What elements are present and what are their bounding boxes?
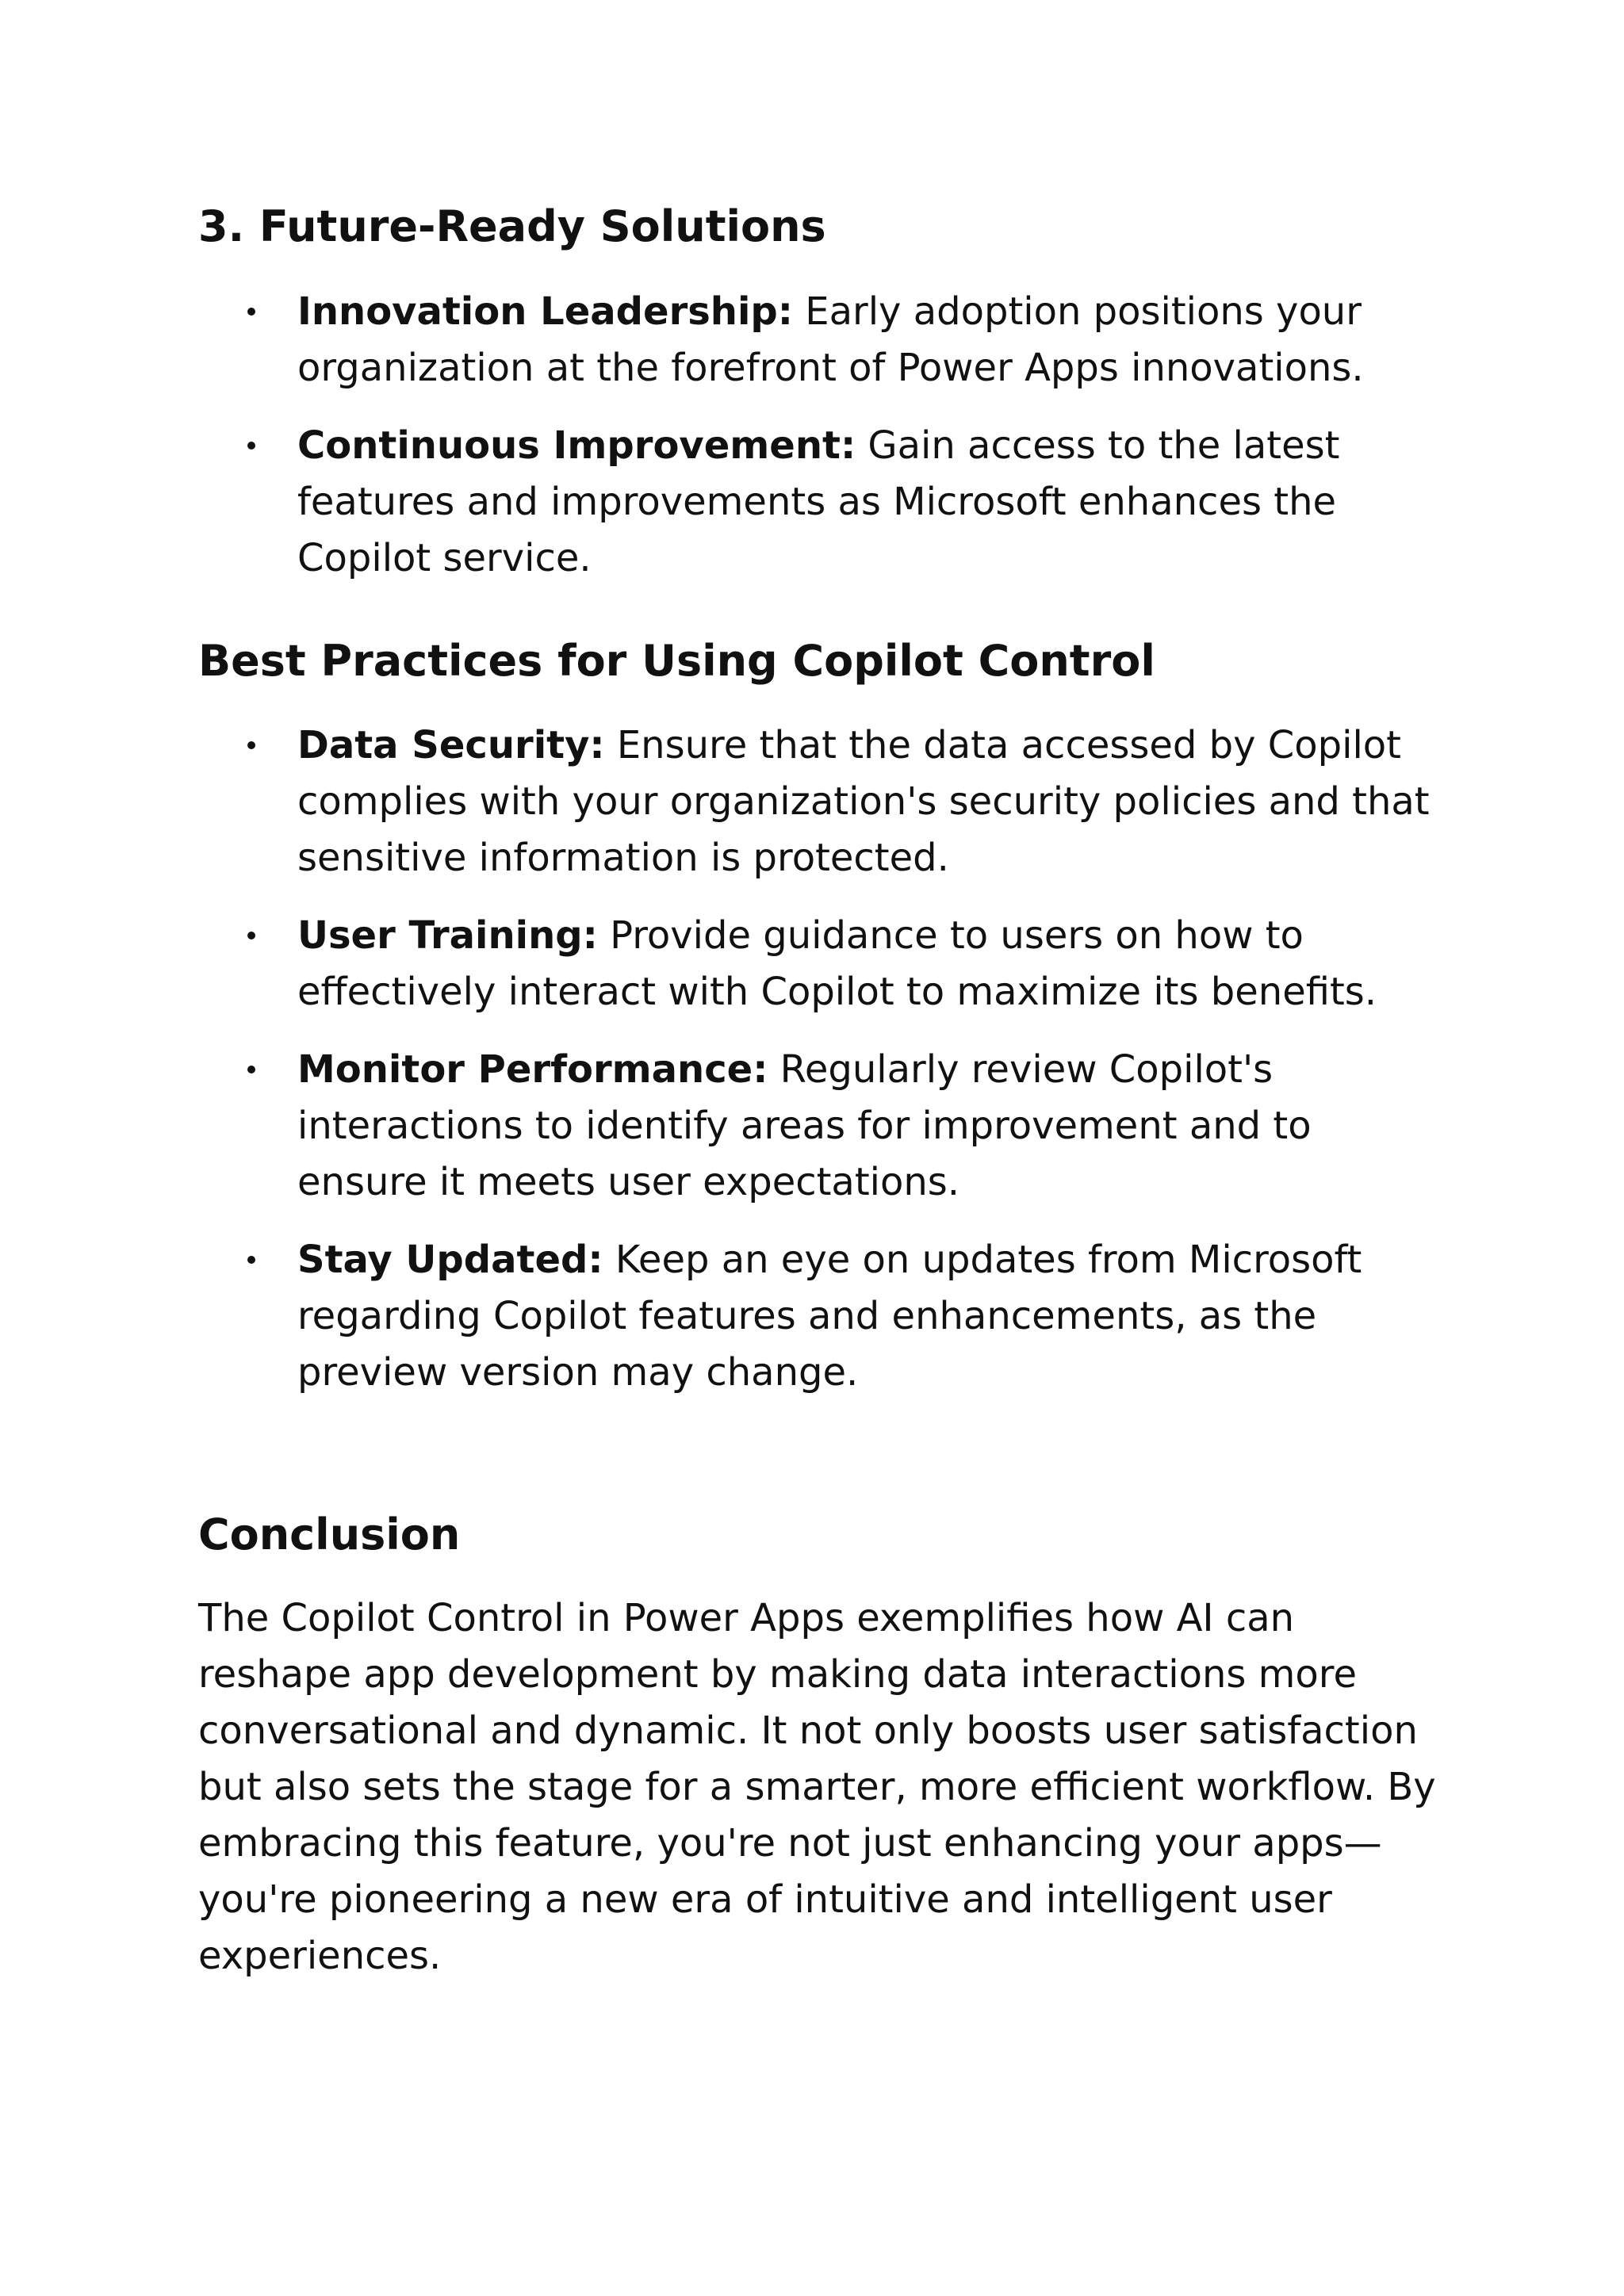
section-heading-best-practices: Best Practices for Using Copilot Control [198, 636, 1155, 686]
bullet-icon [247, 308, 255, 316]
bullet-icon [247, 442, 255, 450]
list-item [198, 718, 1451, 886]
list-item-term: Continuous Improvement: [297, 423, 856, 468]
section-heading-conclusion: Conclusion [198, 1510, 461, 1559]
list-item-term: Data Security: [297, 723, 605, 767]
bullet-icon [247, 932, 255, 939]
list-item [198, 418, 1451, 587]
section-heading-future-ready: 3. Future-Ready Solutions [198, 201, 826, 251]
bullet-icon [247, 741, 255, 749]
list-item-term: User Training: [297, 913, 598, 958]
conclusion-paragraph: The Copilot Control in Power Apps exemplifies how AI can reshape app development by making data interactions more conversational and dynamic. It not only boosts user satisfaction but also sets the stage for a smarter, more efficient workflow. By embracing this feature, you're not just enhancing your apps—you're pioneering a new era of intuitive and intelligent user experiences. [198, 1596, 1436, 1978]
bullet-icon [247, 1256, 255, 1264]
bullet-icon [247, 1066, 255, 1073]
list-item-text: Gain access to the latest features and improvements as Microsoft enhances the Copilot service. [297, 423, 1340, 580]
list-item-text: Early adoption positions your organization at the forefront of Power Apps innovations. [297, 289, 1364, 390]
list-item-text: Ensure that the data accessed by Copilot complies with your organization's security policies and that sensitive information is protected. [297, 723, 1430, 880]
future-ready-list [198, 284, 1451, 608]
list-item [198, 284, 1451, 396]
list-item-term: Innovation Leadership: [297, 289, 793, 334]
list-item-term: Monitor Performance: [297, 1047, 768, 1092]
best-practices-list [198, 718, 1451, 1422]
list-item-text: Regularly review Copilot's interactions to identify areas for improvement and to ensure it meets user expectations. [297, 1047, 1312, 1204]
list-item-text: Provide guidance to users on how to effectively interact with Copilot to maximize its benefits. [297, 913, 1377, 1014]
list-item-text: Keep an eye on updates from Microsoft regarding Copilot features and enhancements, as the preview version may change. [297, 1238, 1362, 1395]
list-item [198, 908, 1451, 1020]
list-item-term: Stay Updated: [297, 1238, 603, 1282]
list-item [198, 1042, 1451, 1211]
list-item [198, 1232, 1451, 1401]
